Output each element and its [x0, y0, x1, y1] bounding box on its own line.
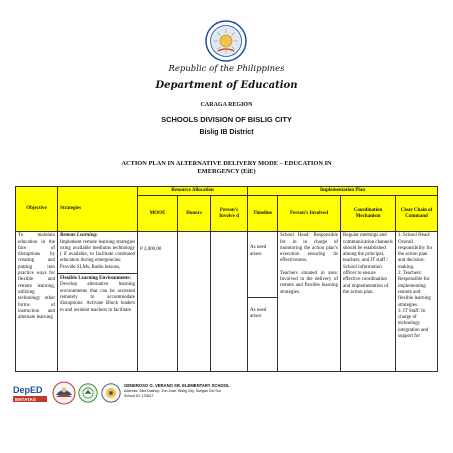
- chain-item-3: 3. IT Staff: In charge of technology integration and support for: [398, 308, 429, 340]
- school-address: Address: Sitio Dashcp, Zon Jose, Bislig City, Surigao Del Sur: [124, 389, 222, 393]
- school-info: [124, 383, 230, 398]
- timeline-2: As need arises: [250, 307, 267, 320]
- matatag-logo-text: MATATAG: [15, 397, 37, 402]
- region-heading: CARAGA REGION: [200, 102, 253, 108]
- strategy-remote-extra: Provide SLMs, Radio lessons,: [60, 264, 121, 270]
- strategy-flex-title: Flexible Learning Environments:: [60, 276, 132, 282]
- chain-item-1: 1. School Head: Overall responsibility for the action plan and decision-making.: [398, 233, 433, 270]
- header-resource-allocation: Resource Allocation: [138, 187, 248, 196]
- division-seal-icon: [78, 381, 98, 405]
- action-plan-table: [15, 186, 438, 372]
- deped-logo-text: DepED: [13, 385, 43, 395]
- school-seal-icon: [101, 381, 121, 405]
- header-chain-of-command: Clear Chain of Command: [396, 196, 438, 232]
- cell-coordination: Regular meetings and communication channels should be established among the principal, teachers, and IT staff / School information officer to ensure effective coordination and implementation of the action plan.: [341, 232, 396, 372]
- cell-timeline: [248, 232, 278, 372]
- footer: [12, 381, 442, 407]
- cell-objective: To maintain education in the face of disruptions by creating and putting into practice ways for flexible and remote learning, utilizing technology other forms of instruction and alternate learning: [16, 232, 58, 372]
- school-id: School ID: 133617: [124, 394, 154, 398]
- persons-school-head: School Head: Responsible for in in charge of monitoring the action plan’s execution ensuring its effectiveness.: [280, 233, 339, 264]
- mooe-value: P 2,000.00: [140, 247, 162, 253]
- cell-mooe: [138, 232, 178, 372]
- cell-persons-involved: [278, 232, 341, 372]
- header-mooe: MOOE: [138, 196, 178, 232]
- header-strategies: Strategies: [58, 187, 138, 232]
- title-line-1: ACTION PLAN IN ALTERNATIVE DELIVERY MODE – EDUCATION IN: [121, 160, 332, 167]
- cell-strategies: [58, 232, 138, 372]
- header-coordination: Coordination Mechanism: [341, 196, 396, 232]
- document-title: [0, 160, 453, 176]
- persons-teachers: Teachers situated in area: Involved in the delivery of remote and flexible learning strategies.: [280, 270, 339, 295]
- school-name: GENEROSO O. VERANO SR. ELEMENTARY SCHOOL: [124, 383, 230, 388]
- header-implementation-plan: Implementation Plan: [248, 187, 438, 196]
- department-heading: Department of Education: [155, 80, 298, 91]
- strategy-flex-body: Develop alternative learning environments that can be accessed remotely to accommodate disruptions: Activate Block leaders to and resident teachers to facilitate: [60, 282, 135, 313]
- district-heading: Bislig IB District: [199, 129, 254, 136]
- republic-heading: Republic of the Philippines: [168, 64, 285, 74]
- deped-seal-icon: [205, 20, 247, 62]
- deped-logo-icon: [12, 381, 48, 405]
- timeline-1: As need arises: [250, 245, 267, 257]
- cell-donors: [178, 232, 211, 372]
- header-persons-involved-ra: Person’s Involve d: [211, 196, 248, 232]
- header-donors: Donors: [178, 196, 211, 232]
- header-timeline: Timeline: [248, 196, 278, 232]
- division-heading: SCHOOLS DIVISION OF BISLIG CITY: [161, 115, 292, 124]
- bagong-pilipinas-logo-icon: [52, 381, 76, 405]
- header-objective: Objective: [16, 187, 58, 232]
- header-persons-involved: Person’s Involved: [278, 196, 341, 232]
- cell-persons-ra: [211, 232, 248, 372]
- cell-chain-of-command: [396, 232, 438, 372]
- title-line-2: EMERGENCY (EiE): [197, 168, 256, 175]
- chain-item-2: 2. Teachers: Responsible for implementing remote and flexible learning strategies.: [398, 271, 431, 308]
- strategy-remote-body: Implement remote learning strategies using available mediums technology ( if available, to facilitate continued education during emergencies:: [60, 239, 135, 264]
- strategy-remote-title: Remote Learning:: [60, 233, 98, 239]
